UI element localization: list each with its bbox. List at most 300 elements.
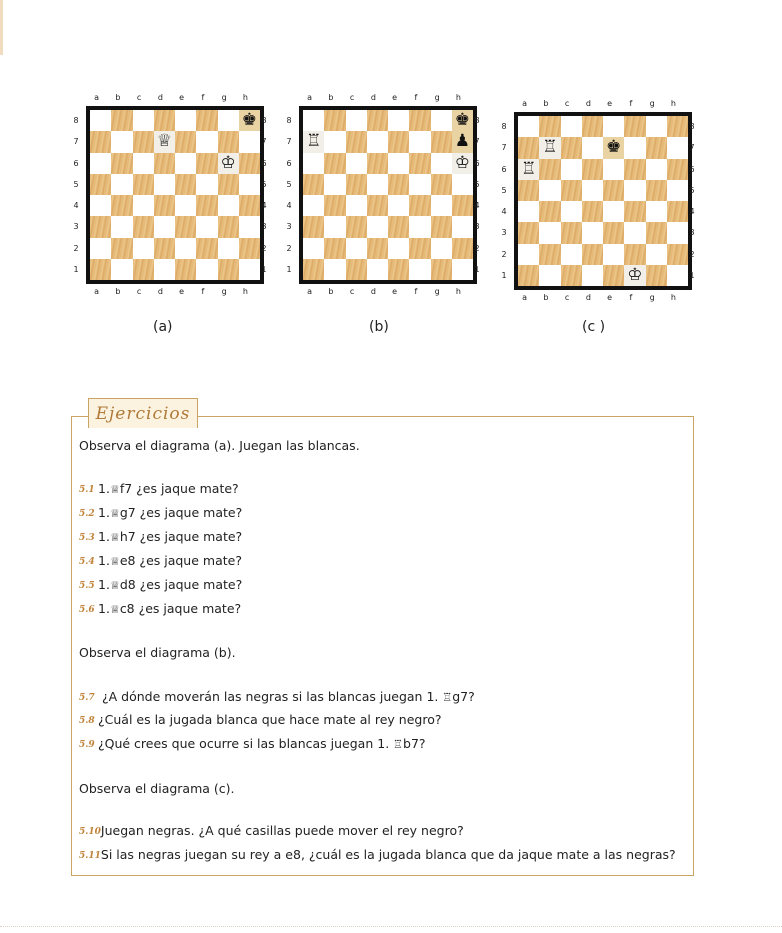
rank-label: 2 [73,243,79,253]
square-a4 [303,195,324,216]
exercise-text: ¿Qué crees que ocurre si las blancas juegan 1. [98,736,394,751]
square-e2 [175,238,196,259]
square-h6 [667,159,688,180]
square-f5 [409,174,430,195]
rank-label: 4 [689,207,695,216]
square-b2 [324,238,345,259]
square-c6 [346,153,367,174]
square-h2 [667,244,688,265]
square-e4 [175,195,196,216]
square-f2 [196,238,217,259]
exercise-number: 5.4 [79,557,95,567]
square-h4 [452,195,473,216]
square-d5 [582,180,603,201]
square-e1 [603,265,624,286]
exercise-number: 5.9 [79,740,95,750]
exercise-number: 5.2 [79,509,95,519]
move-number: 1. [98,577,110,592]
rank-label: 8 [689,122,695,131]
rank-label: 5 [474,179,480,189]
square-c7 [133,131,154,152]
rank-label: 8 [474,116,480,125]
square-b6 [111,153,132,174]
square-h3 [452,216,473,237]
square-e3 [388,216,409,237]
rank-label: 2 [286,243,292,253]
queen-icon: ♕ [109,579,120,592]
square-d8 [582,116,603,137]
rank-labels-right [472,110,482,280]
intro-c: Observa el diagrama (c). [79,781,235,796]
rank-labels-right [687,116,697,286]
square-d7 [367,131,388,152]
square-f6 [624,159,645,180]
rank-label: 1 [474,264,480,274]
square-a8 [90,110,111,131]
square-h5 [667,180,688,201]
exercise-item [79,529,242,546]
intro-a: Observa el diagrama (a). Juegan las blancas. [79,438,360,453]
rank-label: 6 [689,164,695,174]
file-label: f [629,293,633,302]
file-label: c [349,287,355,296]
exercise-text: Si las negras juegan su rey a e8, ¿cuál es la jugada blanca que da jaque mate a las negras? [100,847,676,862]
rank-label: 4 [501,207,507,216]
file-label: d [370,93,376,102]
queen-icon: ♕ [109,483,120,496]
square-a4 [90,195,111,216]
file-label: d [585,99,591,108]
square-a5 [518,180,539,201]
exercise-number: 5.3 [79,533,95,543]
square-f5 [196,174,217,195]
square-e3 [175,216,196,237]
square-g3 [646,222,667,243]
file-labels-top [299,93,469,103]
white-piece-icon: ♔ [452,153,473,174]
exercise-text-end: b7? [403,736,426,751]
square-f8 [624,116,645,137]
square-h8 [452,110,473,131]
rank-label: 2 [261,243,267,253]
rank-label: 3 [501,228,507,238]
square-d2 [367,238,388,259]
chessboard [86,106,264,284]
exercises-title: Ejercicios [95,403,191,424]
square-e4 [388,195,409,216]
square-d2 [582,244,603,265]
rank-label: 3 [73,222,79,232]
rank-label: 1 [286,264,292,274]
file-label: c [564,99,570,108]
file-label: e [392,287,398,296]
exercise-text: g7 ¿es jaque mate? [119,505,243,520]
square-b3 [539,222,560,243]
square-c5 [561,180,582,201]
rank-label: 6 [261,158,267,168]
square-b6 [539,159,560,180]
file-label: b [328,93,334,102]
square-a6 [518,159,539,180]
exercise-text: Juegan negras. ¿A qué casillas puede mover el rey negro? [100,823,464,838]
square-a6 [90,153,111,174]
square-d4 [367,195,388,216]
intro-b: Observa el diagrama (b). [79,645,236,660]
queen-icon: ♕ [109,603,120,616]
square-b5 [324,174,345,195]
square-h6 [452,153,473,174]
rank-label: 5 [261,179,267,189]
white-piece-icon: ♕ [154,131,175,152]
square-f6 [196,153,217,174]
square-g5 [646,180,667,201]
square-f7 [409,131,430,152]
file-label: f [201,287,205,296]
square-f3 [624,222,645,243]
file-labels-bottom [86,287,256,297]
square-g5 [218,174,239,195]
file-label: c [136,287,142,296]
black-piece-icon: ♚ [239,110,260,131]
square-c3 [561,222,582,243]
square-e7 [603,137,624,158]
square-c8 [561,116,582,137]
file-label: b [328,287,334,296]
square-b5 [111,174,132,195]
file-label: h [455,93,461,102]
square-b1 [111,259,132,280]
file-labels-bottom [514,293,684,303]
rank-label: 4 [286,201,292,210]
exercise-item [79,481,239,498]
square-b4 [324,195,345,216]
black-piece-icon: ♚ [603,137,624,158]
file-label: h [242,93,248,102]
file-label: g [221,93,227,102]
square-g2 [646,244,667,265]
rank-label: 2 [689,249,695,259]
rank-label: 8 [73,116,79,125]
file-label: b [115,287,121,296]
exercise-item [79,505,242,522]
move-number: 1. [98,553,110,568]
file-label: a [307,287,313,296]
exercise-text: ¿Cuál es la jugada blanca que hace mate al rey negro? [98,712,442,727]
square-e1 [388,259,409,280]
square-h1 [452,259,473,280]
white-piece-icon: ♔ [624,265,645,286]
square-c2 [561,244,582,265]
square-d4 [154,195,175,216]
square-e5 [175,174,196,195]
square-g2 [218,238,239,259]
square-h1 [667,265,688,286]
exercise-text: e8 ¿es jaque mate? [119,553,242,568]
square-f8 [196,110,217,131]
square-a1 [90,259,111,280]
square-a5 [303,174,324,195]
rank-label: 5 [689,185,695,195]
black-piece-icon: ♚ [452,110,473,131]
move-number: 1. [98,529,110,544]
square-a2 [90,238,111,259]
square-e1 [175,259,196,280]
square-f8 [409,110,430,131]
square-d6 [154,153,175,174]
file-label: f [201,93,205,102]
square-c1 [133,259,154,280]
rank-label: 7 [261,137,267,147]
exercise-item [79,847,676,864]
square-h4 [239,195,260,216]
rank-label: 5 [286,179,292,189]
file-label: c [136,93,142,102]
rank-label: 2 [501,249,507,259]
exercise-item [79,712,442,729]
square-g2 [431,238,452,259]
square-a7 [90,131,111,152]
square-f2 [409,238,430,259]
diagram-caption-a: (a) [153,319,173,335]
square-h3 [239,216,260,237]
square-e8 [175,110,196,131]
square-g1 [431,259,452,280]
square-a3 [518,222,539,243]
square-f6 [409,153,430,174]
rank-label: 1 [501,270,507,280]
rank-label: 4 [73,201,79,210]
square-c5 [346,174,367,195]
file-label: g [434,287,440,296]
file-label: a [522,99,528,108]
square-g7 [646,137,667,158]
square-b2 [539,244,560,265]
square-g4 [646,201,667,222]
file-label: h [670,293,676,302]
square-d3 [154,216,175,237]
rank-label: 8 [286,116,292,125]
square-f4 [409,195,430,216]
square-e3 [603,222,624,243]
square-e7 [175,131,196,152]
square-a2 [518,244,539,265]
square-h8 [239,110,260,131]
square-d3 [582,222,603,243]
square-c1 [561,265,582,286]
square-h5 [239,174,260,195]
square-d7 [154,131,175,152]
square-e2 [388,238,409,259]
square-g4 [431,195,452,216]
square-f7 [196,131,217,152]
square-d1 [154,259,175,280]
square-d5 [367,174,388,195]
square-a1 [518,265,539,286]
square-g8 [646,116,667,137]
square-c2 [346,238,367,259]
file-label: g [649,99,655,108]
square-g1 [218,259,239,280]
square-e5 [603,180,624,201]
file-label: h [670,99,676,108]
exercise-number: 5.1 [79,485,95,495]
square-f3 [409,216,430,237]
square-d6 [367,153,388,174]
move-number: 1. [98,601,110,616]
square-f5 [624,180,645,201]
square-d8 [367,110,388,131]
square-a8 [303,110,324,131]
rook-icon: ♖ [442,691,453,704]
file-label: a [94,93,100,102]
square-g6 [218,153,239,174]
queen-icon: ♕ [109,531,120,544]
exercise-number: 5.5 [79,581,95,591]
white-piece-icon: ♖ [518,159,539,180]
chess-diagram-b [284,92,484,307]
square-h7 [667,137,688,158]
square-c2 [133,238,154,259]
square-b1 [324,259,345,280]
square-b3 [111,216,132,237]
square-d4 [582,201,603,222]
rank-label: 4 [474,201,480,210]
square-g3 [218,216,239,237]
white-piece-icon: ♖ [539,137,560,158]
file-label: b [115,93,121,102]
rank-label: 5 [501,185,507,195]
square-f1 [196,259,217,280]
queen-icon: ♕ [109,507,120,520]
rank-label: 3 [286,222,292,232]
square-f2 [624,244,645,265]
square-c6 [561,159,582,180]
square-h6 [239,153,260,174]
square-f4 [196,195,217,216]
exercise-number: 5.10 [79,827,101,837]
square-b4 [111,195,132,216]
square-b1 [539,265,560,286]
square-d6 [582,159,603,180]
file-label: a [307,93,313,102]
square-e2 [603,244,624,265]
rank-labels-left [284,110,294,280]
rank-label: 7 [474,137,480,147]
square-h8 [667,116,688,137]
rank-label: 8 [501,122,507,131]
square-b2 [111,238,132,259]
file-label: e [179,93,185,102]
file-labels-top [86,93,256,103]
diagram-caption-b: (b) [369,319,389,335]
square-d1 [582,265,603,286]
exercise-number: 5.6 [79,605,95,615]
rank-label: 3 [689,228,695,238]
square-c1 [346,259,367,280]
exercise-text: h7 ¿es jaque mate? [119,529,243,544]
square-f7 [624,137,645,158]
square-a6 [303,153,324,174]
square-h7 [239,131,260,152]
square-b7 [324,131,345,152]
square-e6 [175,153,196,174]
square-h5 [452,174,473,195]
square-c3 [133,216,154,237]
file-label: d [585,293,591,302]
file-label: e [607,293,613,302]
exercise-text: c8 ¿es jaque mate? [119,601,242,616]
square-e4 [603,201,624,222]
file-label: d [370,287,376,296]
square-e8 [388,110,409,131]
square-e7 [388,131,409,152]
square-b7 [539,137,560,158]
rank-label: 4 [261,201,267,210]
rank-label: 7 [501,143,507,153]
rook-icon: ♖ [393,738,404,751]
square-c4 [346,195,367,216]
file-label: d [157,287,163,296]
square-c8 [133,110,154,131]
square-h1 [239,259,260,280]
file-label: d [157,93,163,102]
move-number: 1. [98,505,110,520]
square-b6 [324,153,345,174]
file-label: e [607,99,613,108]
square-h7 [452,131,473,152]
square-b7 [111,131,132,152]
file-label: f [629,99,633,108]
file-label: e [392,93,398,102]
square-c7 [561,137,582,158]
square-c7 [346,131,367,152]
square-b3 [324,216,345,237]
rank-label: 6 [73,158,79,168]
exercise-number: 5.8 [79,716,95,726]
file-label: f [414,287,418,296]
rank-labels-left [71,110,81,280]
exercise-item [79,823,464,840]
square-d7 [582,137,603,158]
square-b5 [539,180,560,201]
exercise-text: d8 ¿es jaque mate? [119,577,243,592]
square-g3 [431,216,452,237]
file-label: a [94,287,100,296]
exercise-text-end: g7? [452,689,475,704]
square-d1 [367,259,388,280]
square-a7 [518,137,539,158]
square-b8 [324,110,345,131]
square-b8 [539,116,560,137]
rank-labels-right [259,110,269,280]
exercises-title-tab [88,398,198,428]
square-f1 [409,259,430,280]
file-label: h [455,287,461,296]
square-c5 [133,174,154,195]
file-labels-bottom [299,287,469,297]
square-g8 [218,110,239,131]
square-a3 [90,216,111,237]
file-label: h [242,287,248,296]
rank-label: 1 [73,264,79,274]
file-label: b [543,293,549,302]
square-h2 [452,238,473,259]
square-g8 [431,110,452,131]
queen-icon: ♕ [109,555,120,568]
exercise-item [79,689,475,706]
rank-label: 7 [689,143,695,153]
exercise-item [79,601,241,618]
